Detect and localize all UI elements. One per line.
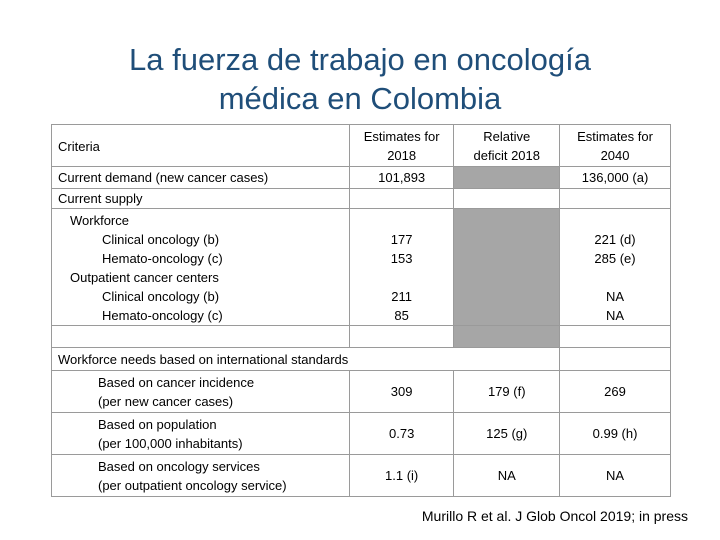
header-estimates-2040 — [560, 125, 671, 167]
current-supply-header-row — [52, 189, 671, 209]
needs-incidence-2018: 309 — [349, 371, 454, 413]
workforce-clinical-label: Clinical oncology (b) — [102, 232, 220, 247]
spacer-2040 — [560, 326, 671, 348]
citation: Murillo R et al. J Glob Oncol 2019; in press — [421, 508, 688, 524]
needs-label-services — [52, 455, 350, 497]
needs-row — [52, 413, 671, 455]
header-criteria: Criteria — [52, 125, 350, 167]
needs-population-2040: 0.99 (h) — [560, 413, 671, 455]
header-estimates-2040-line1: Estimates for — [577, 129, 653, 144]
needs-services-deficit: NA — [454, 455, 560, 497]
centers-hemato-2040: NA — [606, 308, 625, 323]
centers-clinical-label: Clinical oncology (b) — [102, 289, 220, 304]
current-supply-empty-deficit — [454, 189, 560, 209]
header-estimates-2018-line2: 2018 — [387, 148, 417, 163]
header-relative-deficit-line2: deficit 2018 — [473, 148, 540, 163]
needs-population-deficit: 125 (g) — [454, 413, 560, 455]
header-estimates-2040-line2: 2040 — [600, 148, 630, 163]
needs-label-services-line2: (per outpatient oncology service) — [98, 477, 287, 493]
current-demand-label: Current demand (new cancer cases) — [52, 167, 350, 189]
header-relative-deficit-line1: Relative — [483, 129, 531, 144]
needs-population-2018: 0.73 — [349, 413, 454, 455]
spacer-2018 — [349, 326, 454, 348]
needs-label-incidence — [52, 371, 350, 413]
workforce-table — [51, 124, 671, 497]
centers-clinical-2018: 211 — [391, 289, 413, 304]
current-demand-deficit-gray — [454, 167, 560, 189]
spacer-deficit-gray — [454, 326, 560, 348]
spacer-row — [52, 326, 671, 348]
current-demand-2018: 101,893 — [349, 167, 454, 189]
needs-header-empty — [560, 348, 671, 371]
centers-clinical-2040: NA — [606, 289, 625, 304]
workforce-hemato-2018: 153 — [390, 251, 413, 266]
current-supply-detail-labels — [52, 209, 350, 326]
slide-title — [60, 40, 660, 118]
needs-incidence-deficit: 179 (f) — [454, 371, 560, 413]
workforce-clinical-2040: 221 (d) — [594, 232, 636, 247]
current-supply-label: Current supply — [52, 189, 350, 209]
title-line-2: médica en Colombia — [218, 81, 502, 116]
needs-services-2040: NA — [560, 455, 671, 497]
needs-incidence-2040: 269 — [560, 371, 671, 413]
needs-label-services-line1: Based on oncology services — [98, 458, 260, 474]
current-demand-row — [52, 167, 671, 189]
data-table — [51, 124, 671, 497]
spacer-label — [52, 326, 350, 348]
needs-label-population-line2: (per 100,000 inhabitants) — [98, 435, 243, 451]
workforce-clinical-2018: 177 — [390, 232, 413, 247]
needs-label-incidence-line2: (per new cancer cases) — [98, 393, 234, 409]
workforce-hemato-label: Hemato-oncology (c) — [102, 251, 223, 266]
centers-hemato-label: Hemato-oncology (c) — [102, 308, 223, 323]
centers-hemato-2018: 85 — [394, 308, 409, 323]
needs-label-incidence-line1: Based on cancer incidence — [98, 374, 255, 390]
needs-services-2018: 1.1 (i) — [349, 455, 454, 497]
current-supply-2040-values — [560, 209, 671, 326]
needs-label-population — [52, 413, 350, 455]
needs-header-row — [52, 348, 671, 371]
needs-header: Workforce needs based on international standards — [52, 348, 560, 371]
current-supply-detail-row — [52, 209, 671, 326]
header-row — [52, 125, 671, 167]
workforce-label: Workforce — [70, 213, 129, 228]
header-estimates-2018-line1: Estimates for — [363, 129, 440, 144]
header-relative-deficit — [454, 125, 560, 167]
header-estimates-2018 — [349, 125, 454, 167]
needs-row — [52, 371, 671, 413]
centers-label: Outpatient cancer centers — [70, 270, 219, 285]
current-supply-empty-2018 — [349, 189, 454, 209]
needs-row — [52, 455, 671, 497]
current-demand-2040: 136,000 (a) — [560, 167, 671, 189]
current-supply-empty-2040 — [560, 189, 671, 209]
current-supply-2018-values — [349, 209, 454, 326]
needs-label-population-line1: Based on population — [98, 416, 217, 432]
title-line-1: La fuerza de trabajo en oncología — [129, 42, 591, 77]
current-supply-deficit-gray — [454, 209, 560, 326]
workforce-hemato-2040: 285 (e) — [594, 251, 636, 266]
